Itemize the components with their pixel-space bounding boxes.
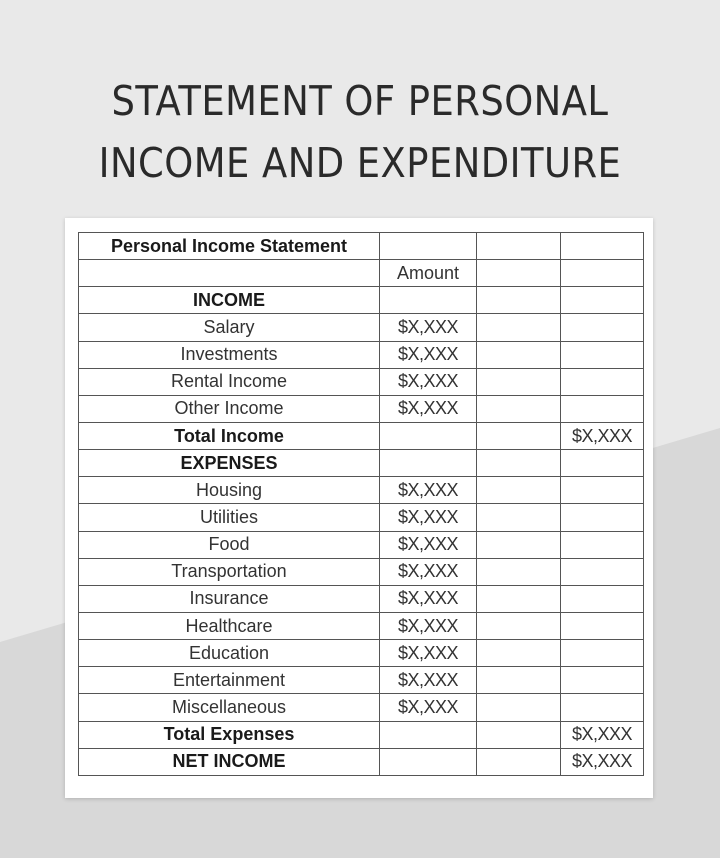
- table-row: [79, 395, 644, 422]
- row-label[interactable]: Rental Income: [79, 368, 380, 395]
- net-income-amount[interactable]: $X,XXX: [561, 748, 644, 775]
- empty-cell[interactable]: [380, 721, 477, 748]
- empty-cell[interactable]: [380, 450, 477, 477]
- empty-cell[interactable]: [561, 314, 644, 341]
- empty-cell[interactable]: [477, 395, 561, 422]
- row-label[interactable]: Entertainment: [79, 667, 380, 694]
- net-income-row: [79, 748, 644, 775]
- table-row: [79, 640, 644, 667]
- empty-cell[interactable]: [561, 260, 644, 287]
- empty-cell[interactable]: [561, 558, 644, 585]
- empty-cell[interactable]: [477, 694, 561, 721]
- row-label[interactable]: Utilities: [79, 504, 380, 531]
- table-row: [79, 531, 644, 558]
- total-expenses-row: [79, 721, 644, 748]
- total-income-label[interactable]: Total Income: [79, 422, 380, 449]
- empty-cell[interactable]: [561, 233, 644, 260]
- empty-cell[interactable]: [477, 233, 561, 260]
- empty-cell[interactable]: [477, 748, 561, 775]
- net-income-label[interactable]: NET INCOME: [79, 748, 380, 775]
- empty-cell[interactable]: [561, 504, 644, 531]
- empty-cell[interactable]: [477, 585, 561, 612]
- page-title-line-1: STATEMENT OF PERSONAL: [111, 77, 609, 125]
- row-label[interactable]: Housing: [79, 477, 380, 504]
- table-title-cell[interactable]: Personal Income Statement: [79, 233, 380, 260]
- total-expenses-amount[interactable]: $X,XXX: [561, 721, 644, 748]
- empty-cell[interactable]: [477, 721, 561, 748]
- empty-cell[interactable]: [477, 314, 561, 341]
- empty-cell[interactable]: [477, 558, 561, 585]
- table-row: [79, 341, 644, 368]
- table-row: [79, 368, 644, 395]
- empty-cell[interactable]: [561, 667, 644, 694]
- row-label[interactable]: Education: [79, 640, 380, 667]
- row-label[interactable]: Miscellaneous: [79, 694, 380, 721]
- table-row: [79, 612, 644, 639]
- empty-cell[interactable]: [477, 612, 561, 639]
- empty-cell[interactable]: [561, 585, 644, 612]
- row-amount[interactable]: $X,XXX: [380, 640, 477, 667]
- empty-cell[interactable]: [477, 260, 561, 287]
- row-amount[interactable]: $X,XXX: [380, 531, 477, 558]
- row-label[interactable]: Food: [79, 531, 380, 558]
- row-label[interactable]: Investments: [79, 341, 380, 368]
- table-title-row: [79, 233, 644, 260]
- row-amount[interactable]: $X,XXX: [380, 558, 477, 585]
- table-row: [79, 585, 644, 612]
- empty-cell[interactable]: [477, 477, 561, 504]
- empty-cell[interactable]: [477, 450, 561, 477]
- empty-cell[interactable]: [477, 667, 561, 694]
- empty-cell[interactable]: [561, 640, 644, 667]
- row-amount[interactable]: $X,XXX: [380, 504, 477, 531]
- empty-cell[interactable]: [477, 287, 561, 314]
- income-section-row: [79, 287, 644, 314]
- empty-cell[interactable]: [561, 341, 644, 368]
- empty-cell[interactable]: [477, 640, 561, 667]
- empty-cell[interactable]: [561, 477, 644, 504]
- row-amount[interactable]: $X,XXX: [380, 341, 477, 368]
- row-amount[interactable]: $X,XXX: [380, 585, 477, 612]
- page-title-line-2: INCOME AND EXPENDITURE: [98, 139, 622, 187]
- row-amount[interactable]: $X,XXX: [380, 612, 477, 639]
- table-row: [79, 477, 644, 504]
- row-amount[interactable]: $X,XXX: [380, 314, 477, 341]
- empty-cell[interactable]: [380, 233, 477, 260]
- empty-cell[interactable]: [561, 368, 644, 395]
- empty-cell[interactable]: [477, 368, 561, 395]
- row-label[interactable]: Salary: [79, 314, 380, 341]
- expenses-section-label[interactable]: EXPENSES: [79, 450, 380, 477]
- row-amount[interactable]: $X,XXX: [380, 477, 477, 504]
- total-income-amount[interactable]: $X,XXX: [561, 422, 644, 449]
- table-row: [79, 694, 644, 721]
- row-label[interactable]: Transportation: [79, 558, 380, 585]
- empty-cell[interactable]: [561, 287, 644, 314]
- row-label[interactable]: Healthcare: [79, 612, 380, 639]
- empty-cell[interactable]: [477, 504, 561, 531]
- empty-cell[interactable]: [477, 531, 561, 558]
- page-title: [36, 70, 684, 194]
- row-amount[interactable]: $X,XXX: [380, 395, 477, 422]
- empty-cell[interactable]: [380, 287, 477, 314]
- empty-cell[interactable]: [477, 341, 561, 368]
- empty-cell[interactable]: [561, 694, 644, 721]
- income-section-label[interactable]: INCOME: [79, 287, 380, 314]
- row-amount[interactable]: $X,XXX: [380, 667, 477, 694]
- empty-cell[interactable]: [561, 450, 644, 477]
- table-row: [79, 667, 644, 694]
- expenses-section-row: [79, 450, 644, 477]
- empty-cell[interactable]: [561, 612, 644, 639]
- empty-cell[interactable]: [561, 395, 644, 422]
- spreadsheet-card: [65, 218, 653, 798]
- empty-cell[interactable]: [380, 748, 477, 775]
- row-amount[interactable]: $X,XXX: [380, 694, 477, 721]
- total-expenses-label[interactable]: Total Expenses: [79, 721, 380, 748]
- table-row: [79, 504, 644, 531]
- empty-cell[interactable]: [79, 260, 380, 287]
- total-income-row: [79, 422, 644, 449]
- row-label[interactable]: Other Income: [79, 395, 380, 422]
- row-amount[interactable]: $X,XXX: [380, 368, 477, 395]
- header-row: [79, 260, 644, 287]
- empty-cell[interactable]: [477, 422, 561, 449]
- income-statement-table: [78, 232, 644, 776]
- empty-cell[interactable]: [380, 422, 477, 449]
- table-row: [79, 314, 644, 341]
- row-label[interactable]: Insurance: [79, 585, 380, 612]
- table-row: [79, 558, 644, 585]
- amount-header-cell[interactable]: Amount: [380, 260, 477, 287]
- empty-cell[interactable]: [561, 531, 644, 558]
